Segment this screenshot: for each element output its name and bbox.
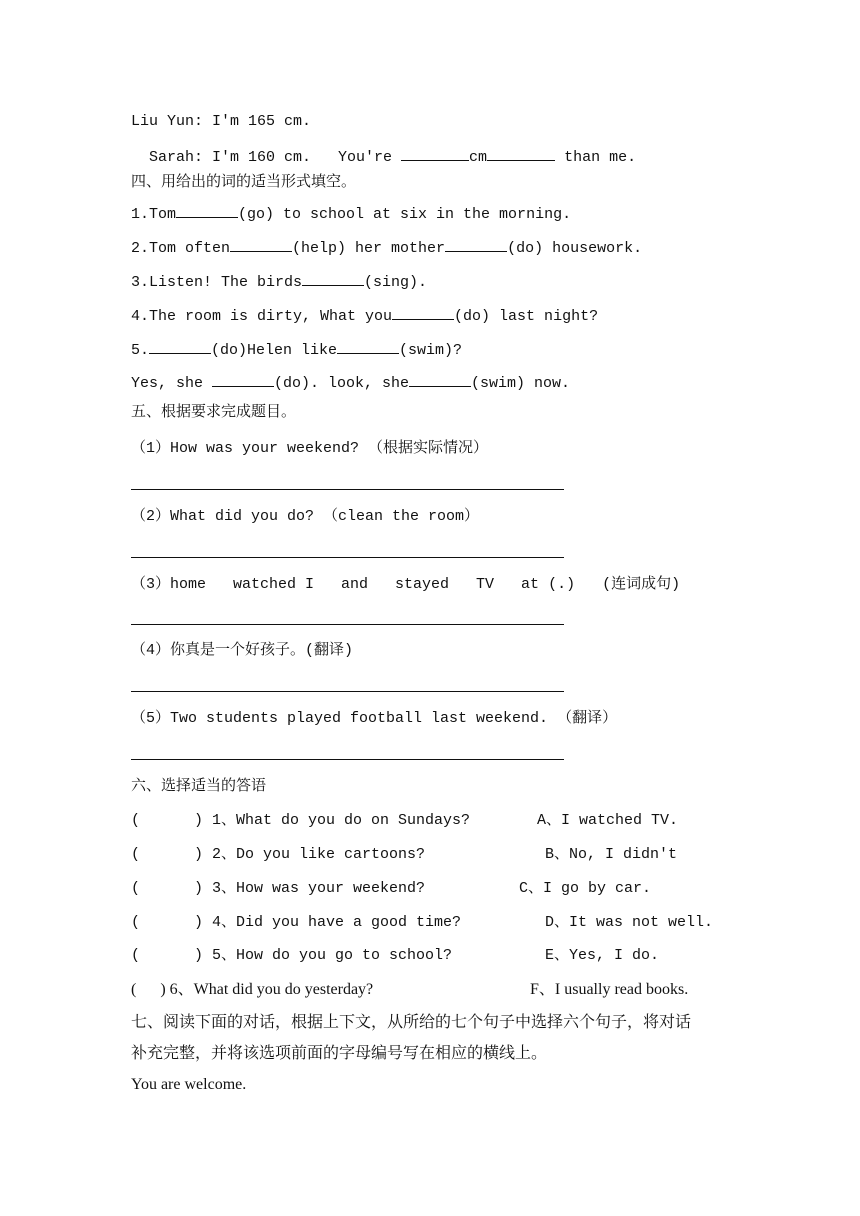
s6-question-5: ( ) 5、How do you go to school? (131, 947, 453, 964)
liu-yun-line: Liu Yun: I'm 165 cm. (131, 113, 312, 130)
q-text: (do) housework. (507, 240, 643, 257)
s4-q4 (131, 305, 598, 327)
s6-answer-e: E、Yes, I do. (545, 947, 660, 964)
section7-first-line: You are welcome. (131, 1076, 247, 1093)
s6-question-4: ( ) 4、Did you have a good time? (131, 914, 462, 931)
blank[interactable] (445, 237, 507, 252)
s4-q5-reply (131, 372, 570, 394)
section4-heading: 四、用给出的词的适当形式填空。 (131, 174, 357, 191)
q-text: (swim) now. (471, 375, 571, 392)
s6-question-2: ( ) 2、Do you like cartoons? (131, 846, 426, 863)
s6-answer-b: B、No, I didn't (545, 846, 678, 863)
s4-q2 (131, 237, 642, 259)
s5-item-1: （1）How was your weekend? （根据实际情况） (131, 440, 489, 457)
section6-heading: 六、选择适当的答语 (131, 778, 267, 795)
q-text: (do). look, she (274, 375, 410, 392)
blank[interactable] (230, 237, 292, 252)
unit-text: cm (469, 149, 488, 166)
blank[interactable] (176, 203, 238, 218)
s6-question-1: ( ) 1、What do you do on Sundays? (131, 812, 471, 829)
s5-item-5: （5）Two students played football last weekend. （翻译） (131, 710, 618, 727)
q-text: (swim)? (399, 342, 463, 359)
q-text: 2.Tom often (131, 240, 231, 257)
answer-line[interactable] (131, 489, 564, 490)
blank[interactable] (337, 339, 399, 354)
blank[interactable] (302, 271, 364, 286)
s5-item-3: （3）home watched I and stayed TV at (.) (连词成句) (131, 576, 681, 593)
sarah-line (131, 146, 636, 168)
s6-question-3: ( ) 3、How was your weekend? (131, 880, 426, 897)
section7-heading-line1: 七、阅读下面的对话，根据上下文，从所给的七个句子中选择六个句子，将对话 (131, 1014, 692, 1031)
answer-line[interactable] (131, 691, 564, 692)
q-text: (do)Helen like (211, 342, 338, 359)
blank[interactable] (149, 339, 211, 354)
q-text: (help) her mother (292, 240, 446, 257)
blank[interactable] (401, 146, 469, 161)
s6-answer-f: F、I usually read books. (530, 981, 689, 998)
answer-line[interactable] (131, 624, 564, 625)
section5-heading: 五、根据要求完成题目。 (131, 404, 297, 421)
s6-answer-c: C、I go by car. (519, 880, 652, 897)
blank[interactable] (409, 372, 471, 387)
s6-answer-a: A、I watched TV. (537, 812, 679, 829)
sarah-end: than me. (555, 149, 637, 166)
answer-line[interactable] (131, 759, 564, 760)
q-text: 5. (131, 342, 150, 359)
q-text: (sing). (364, 274, 428, 291)
s6-question-6: ( ) 6、What did you do yesterday? (131, 981, 374, 998)
q-text: Yes, she (131, 375, 213, 392)
s6-answer-d: D、It was not well. (545, 914, 714, 931)
blank[interactable] (212, 372, 274, 387)
answer-line[interactable] (131, 557, 564, 558)
blank[interactable] (487, 146, 555, 161)
q-text: 3.Listen! The birds (131, 274, 303, 291)
s4-q3 (131, 271, 427, 293)
q-text: 1.Tom (131, 206, 177, 223)
sarah-text: Sarah: I'm 160 cm. You're (131, 149, 402, 166)
q-text: (go) to school at six in the morning. (238, 206, 572, 223)
s4-q1 (131, 203, 571, 225)
s5-item-4: （4）你真是一个好孩子。(翻译) (131, 642, 354, 659)
section7-heading-line2: 补充完整，并将该选项前面的字母编号写在相应的横线上。 (131, 1045, 548, 1062)
s4-q5 (131, 339, 462, 361)
q-text: 4.The room is dirty, What you (131, 308, 393, 325)
blank[interactable] (392, 305, 454, 320)
s5-item-2: （2）What did you do? （clean the room） (131, 508, 480, 525)
q-text: (do) last night? (454, 308, 599, 325)
